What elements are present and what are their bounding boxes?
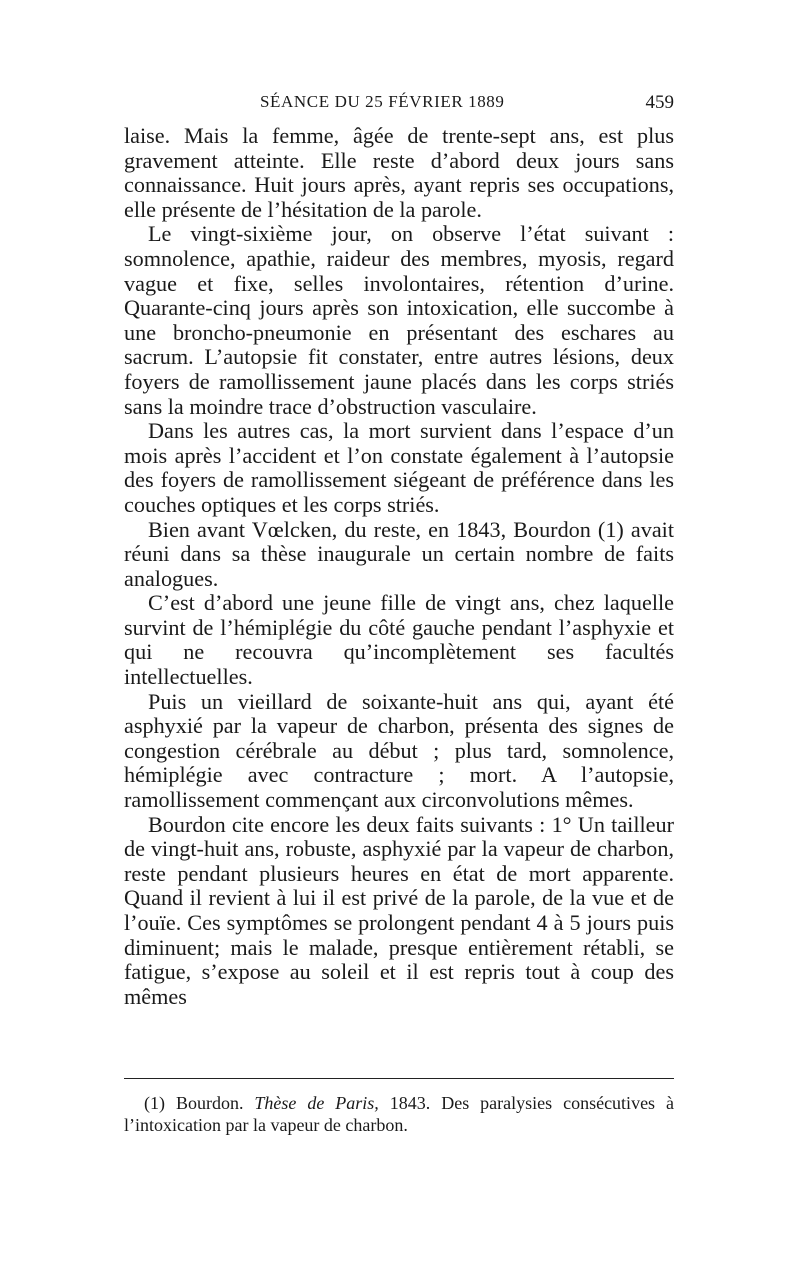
paragraph: Puis un vieillard de soixante-huit ans qui, ayant été asphyxié par la vapeur de charbon, présenta des signes de congestion cérébrale au début ; plus tard, somnolence, hémiplégie avec contracture ; mort. A l’autopsie, ramollissement commençant aux circonvolutions mêmes.: [124, 688, 674, 813]
footnote: [124, 1092, 674, 1136]
paragraph: Bourdon cite encore les deux faits suivants : 1° Un tailleur de vingt-huit ans, robuste, asphyxié par la vapeur de charbon, reste pendant plusieurs heures en état de mort apparente. Quand il revient à lui il est privé de la parole, de la vue et de l’ouïe. Ces symptômes se prolongent pendant 4 à 5 jours puis diminuent; mais le malade, presque entièrement rétabli, se fatigue, s’expose au soleil et il est repris tout à coup des mêmes: [124, 811, 674, 1009]
paragraph: Le vingt-sixième jour, on observe l’état suivant : somnolence, apathie, raideur des membres, myosis, regard vague et fixe, selles involontaires, rétention d’urine. Quarante-cinq jours après son intoxication, elle succombe à une broncho-pneumonie en présentant des eschares au sacrum. L’autopsie fit constater, entre autres lésions, deux foyers de ramollissement jaune placés dans les corps striés sans la moindre trace d’obstruction vasculaire.: [124, 221, 674, 419]
paragraph: laise. Mais la femme, âgée de trente-sept ans, est plus gravement atteinte. Elle reste d’abord deux jours sans connaissance. Huit jours après, ayant repris ses occupations, elle présente de l’hésitation de la parole.: [124, 123, 674, 222]
paragraph: Dans les autres cas, la mort survient dans l’espace d’un mois après l’accident et l’on constate également à l’autopsie des foyers de ramollissement siégeant de préférence dans les couches optiques et les corps striés.: [124, 418, 674, 517]
footnote-text: Des paralysies consécutives à l’intoxication par la vapeur de charbon.: [124, 1093, 674, 1135]
running-title: SÉANCE DU 25 FÉVRIER 1889: [260, 92, 505, 111]
footnote-title: Thèse de Paris,: [254, 1093, 379, 1113]
footnote-rule: [124, 1078, 674, 1079]
running-head: [118, 92, 674, 118]
body-text: [124, 124, 674, 1009]
book-page: [118, 0, 682, 1270]
paragraph: Bien avant Vœlcken, du reste, en 1843, Bourdon (1) avait réuni dans sa thèse inaugurale un certain nombre de faits analogues.: [124, 516, 674, 591]
footnote-marker: (1) Bourdon.: [144, 1093, 244, 1113]
paragraph: C’est d’abord une jeune fille de vingt ans, chez laquelle survint de l’hémiplégie du côté gauche pendant l’asphyxie et qui ne recouvra qu’incomplètement ses facultés intellectuelles.: [124, 590, 674, 690]
page-number: 459: [645, 92, 674, 113]
footnote-year: 1843.: [389, 1093, 431, 1113]
